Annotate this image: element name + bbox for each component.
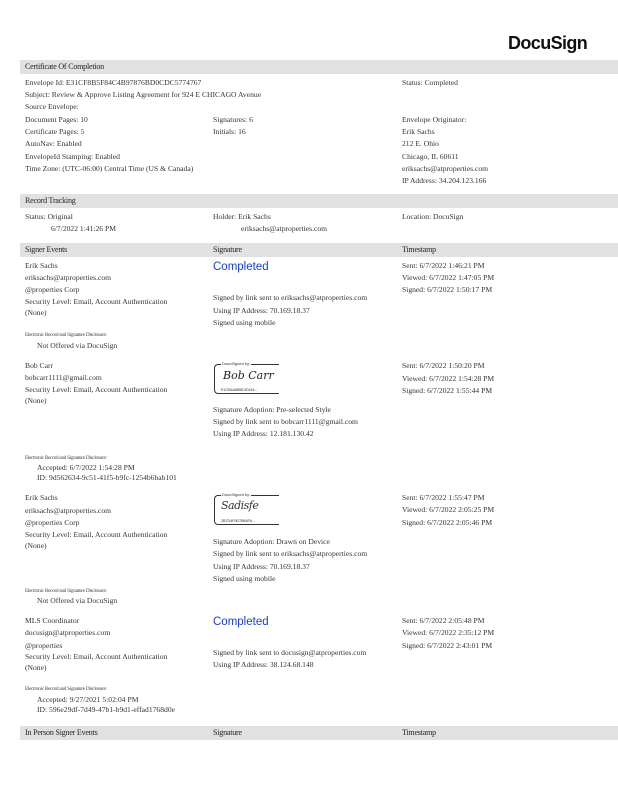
signer-2-signature-script: Bob Carr: [223, 369, 274, 382]
envelope-status: Status: Completed: [402, 78, 458, 87]
record-holder-email: eriksachs@atproperties.com: [241, 224, 328, 233]
signer-4-disclosure-id: ID: 596e29df-7d49-47b1-b9d1-effad1768d0e: [37, 705, 175, 714]
in-person-events-header-bar: [20, 726, 618, 740]
signer-3-sig-line4: Signed using mobile: [213, 574, 276, 583]
envelope-id: Envelope Id: E31CF8B5F84C4B97876BD0CDC5774767: [25, 78, 202, 87]
signer-1-sig-line2: Using IP Address: 70.169.18.37: [213, 306, 310, 315]
signer-2-sent: Sent: 6/7/2022 1:50:20 PM: [402, 361, 485, 370]
signer-events-col-signer: Signer Events: [25, 245, 68, 254]
signer-4-disclosure-accepted: Accepted: 9/27/2021 5:02:04 PM: [37, 695, 139, 704]
signer-3-disclosure: Not Offered via DocuSign: [37, 596, 118, 605]
signer-4-name: MLS Coordinator: [25, 616, 80, 625]
signer-2-security-none: (None): [25, 396, 47, 405]
originator-address2: Chicago, IL 60611: [402, 152, 459, 161]
record-status-date: 6/7/2022 1:41:26 PM: [51, 224, 116, 233]
signer-2-signature-id: E1CB4A6B5E4D416...: [221, 388, 258, 392]
originator-label: Envelope Originator:: [402, 115, 467, 124]
signer-3-viewed: Viewed: 6/7/2022 2:05:25 PM: [402, 505, 495, 514]
envelope-subject: Subject: Review & Approve Listing Agreement for 924 E CHICAGO Avenue: [25, 90, 262, 99]
signer-2-sig-line2: Signed by link sent to bobcarr1111@gmail.com: [213, 417, 358, 426]
signer-3-company: @properties Corp: [25, 518, 80, 527]
signer-events-col-timestamp: Timestamp: [402, 245, 436, 254]
signer-3-docusigned-by: DocuSigned by:: [222, 492, 251, 497]
signer-4-signature-completed: Completed: [213, 616, 269, 628]
signer-2-email: bobcarr1111@gmail.com: [25, 373, 102, 382]
signatures-count: Signatures: 6: [213, 115, 253, 124]
signer-2-signed: Signed: 6/7/2022 1:55:44 PM: [402, 386, 493, 395]
docusign-logo: DocuSign: [508, 33, 588, 53]
signer-4-sig-line2: Using IP Address: 38.124.68.148: [213, 660, 314, 669]
signer-1-signed: Signed: 6/7/2022 1:50:17 PM: [402, 285, 493, 294]
signer-1-signature-completed: Completed: [213, 261, 269, 273]
signer-1-security: Security Level: Email, Account Authentication: [25, 297, 168, 306]
signer-4-security-none: (None): [25, 663, 47, 672]
signer-2-signature-image: [214, 361, 279, 394]
signer-2-disclosure-accepted: Accepted: 6/7/2022 1:54:28 PM: [37, 463, 135, 472]
record-holder: Holder: Erik Sachs: [213, 212, 271, 221]
signer-3-security-none: (None): [25, 541, 47, 550]
source-envelope: Source Envelope:: [25, 102, 79, 111]
signer-1-email: eriksachs@atproperties.com: [25, 273, 112, 282]
signer-2-sig-line1: Signature Adoption: Pre-selected Style: [213, 405, 331, 414]
record-location: Location: DocuSign: [402, 212, 464, 221]
autonav-status: AutoNav: Enabled: [25, 139, 82, 148]
signer-1-viewed: Viewed: 6/7/2022 1:47:05 PM: [402, 273, 495, 282]
certificate-title: Certificate Of Completion: [25, 62, 104, 71]
signer-4-email: docusign@atproperties.com: [25, 628, 111, 637]
time-zone: Time Zone: (UTC-06:00) Central Time (US & Canada): [25, 164, 194, 173]
signer-4-sig-line1: Signed by link sent to docusign@atproperties.com: [213, 648, 367, 657]
in-person-col-signer: In Person Signer Events: [25, 728, 98, 737]
signer-1-disclosure: Not Offered via DocuSign: [37, 341, 118, 350]
originator-ip: IP Address: 34.204.123.166: [402, 176, 487, 185]
signer-3-name: Erik Sachs: [25, 493, 58, 502]
signer-1-disclosure-label: Electronic Record and Signature Disclosure:: [25, 332, 107, 338]
signer-3-signature-image: [214, 492, 279, 525]
signer-2-viewed: Viewed: 6/7/2022 1:54:28 PM: [402, 374, 495, 383]
signer-3-sig-line1: Signature Adoption: Drawn on Device: [213, 537, 330, 546]
record-tracking-header-bar: [20, 194, 618, 208]
signer-3-signed: Signed: 6/7/2022 2:05:46 PM: [402, 518, 493, 527]
in-person-col-timestamp: Timestamp: [402, 728, 436, 737]
signer-3-signature-id: 2B7D4F9D7B84FA...: [221, 519, 255, 523]
signer-3-sig-line3: Using IP Address: 70.169.18.37: [213, 562, 310, 571]
signer-4-disclosure-label: Electronic Record and Signature Disclosure:: [25, 686, 107, 692]
signer-4-company: @properties: [25, 641, 63, 650]
envelopeid-stamping: EnvelopeId Stamping: Enabled: [25, 152, 120, 161]
originator-name: Erik Sachs: [402, 127, 435, 136]
in-person-col-signature: Signature: [213, 728, 242, 737]
signer-events-col-signature: Signature: [213, 245, 242, 254]
signer-3-signature-script: Sadisfe: [221, 499, 259, 512]
certificate-header-bar: [20, 60, 618, 74]
signer-2-docusigned-by: DocuSigned by:: [222, 361, 251, 366]
signer-1-sig-line3: Signed using mobile: [213, 318, 276, 327]
document-pages: Document Pages: 10: [25, 115, 88, 124]
record-tracking-title: Record Tracking: [25, 196, 76, 205]
signer-3-sig-line2: Signed by link sent to eriksachs@atproperties.com: [213, 549, 368, 558]
signer-2-security: Security Level: Email, Account Authentication: [25, 385, 168, 394]
signer-4-security: Security Level: Email, Account Authentication: [25, 652, 168, 661]
certificate-pages: Certificate Pages: 5: [25, 127, 85, 136]
signer-3-email: eriksachs@atproperties.com: [25, 506, 112, 515]
originator-email: eriksachs@atproperties.com: [402, 164, 489, 173]
signer-1-company: @properties Corp: [25, 285, 80, 294]
record-status: Status: Original: [25, 212, 73, 221]
signer-3-disclosure-label: Electronic Record and Signature Disclosure:: [25, 588, 107, 594]
signer-3-security: Security Level: Email, Account Authentication: [25, 530, 168, 539]
signer-2-disclosure-label: Electronic Record and Signature Disclosure:: [25, 455, 107, 461]
signer-4-sent: Sent: 6/7/2022 2:05:48 PM: [402, 616, 485, 625]
signer-3-sent: Sent: 6/7/2022 1:55:47 PM: [402, 493, 485, 502]
signer-2-disclosure-id: ID: 9d562634-9c51-41f5-b9fc-1254b6bab101: [37, 473, 177, 482]
signer-2-sig-line3: Using IP Address: 12.181.130.42: [213, 429, 314, 438]
signer-4-signed: Signed: 6/7/2022 2:43:01 PM: [402, 641, 493, 650]
signer-1-name: Erik Sachs: [25, 261, 58, 270]
originator-address1: 212 E. Ohio: [402, 139, 439, 148]
signer-1-sent: Sent: 6/7/2022 1:46:21 PM: [402, 261, 485, 270]
initials-count: Initials: 16: [213, 127, 246, 136]
signer-4-viewed: Viewed: 6/7/2022 2:35:12 PM: [402, 628, 495, 637]
signer-events-header-bar: [20, 243, 618, 257]
signer-1-sig-line1: Signed by link sent to eriksachs@atproperties.com: [213, 293, 368, 302]
signer-1-security-none: (None): [25, 308, 47, 317]
signer-2-name: Bob Carr: [25, 361, 54, 370]
